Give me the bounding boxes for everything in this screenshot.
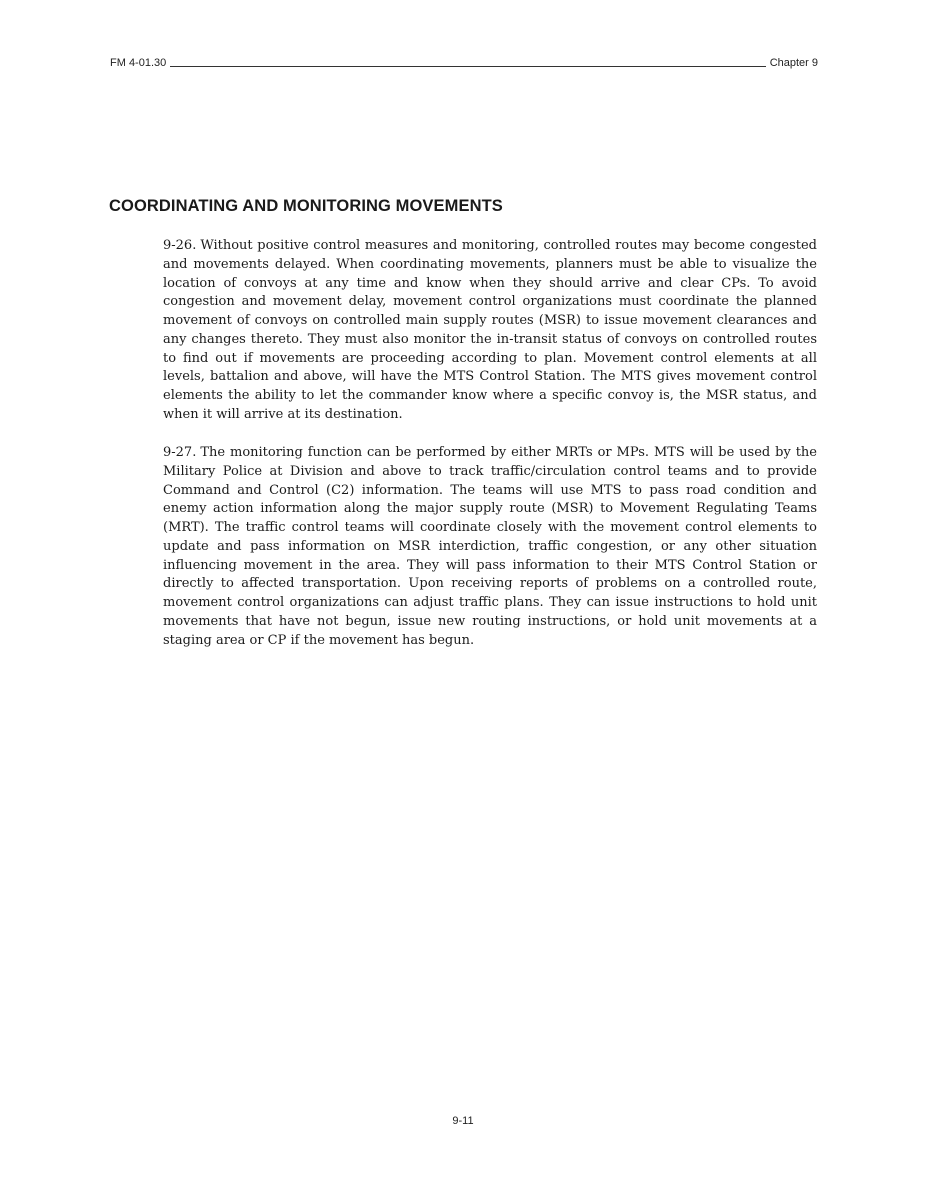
header-rule (170, 66, 765, 67)
paragraph-text: The monitoring function can be performed by either MRTs or MPs. MTS will be used by the Military Police at Division and above to track traffic/circulation control teams and to provide Command and Control (C2) information. The teams will use MTS to pass road condition and enemy action information along the major supply route (MSR) to Movement Regulating Teams (MRT). The traffic control teams will coordinate closely with the movement control elements to update and pass information on MSR interdiction, traffic congestion, or any other situation influencing movement in the area. They will pass information to their MTS Control Station or directly to affected transportation. Upon receiving reports of problems on a controlled route, movement control organizations can adjust traffic plans. They can issue instructions to hold unit movements that have not begun, issue new routing instructions, or hold unit movements at a staging area or CP if the movement has begun. (163, 445, 817, 648)
chapter-label: Chapter 9 (769, 57, 818, 69)
page-header (110, 54, 818, 70)
section-title: COORDINATING AND MONITORING MOVEMENTS (109, 197, 503, 215)
paragraph-text: Without positive control measures and monitoring, controlled routes may become congested and movements delayed. When coordinating movements, planners must be able to visualize the location of convoys at any time and know when they should arrive and clear CPs. To avoid congestion and movement delay, movement control organizations must coordinate the planned movement of convoys on controlled main supply routes (MSR) to issue movement clearances and any changes thereto. They must also monitor the in-transit status of convoys on controlled routes to find out if movements are proceeding according to plan. Movement control elements at all levels, battalion and above, will have the MTS Control Station. The MTS gives movement control elements the ability to let the commander know where a specific convoy is, the MSR status, and when it will arrive at its destination. (163, 238, 817, 422)
paragraph-9-27 (163, 444, 817, 650)
paragraph-9-26 (163, 237, 817, 425)
paragraph-number: 9-27. (163, 445, 197, 460)
paragraph-number: 9-26. (163, 238, 197, 253)
publication-id: FM 4-01.30 (110, 57, 167, 69)
page-number: 9-11 (452, 1115, 474, 1127)
